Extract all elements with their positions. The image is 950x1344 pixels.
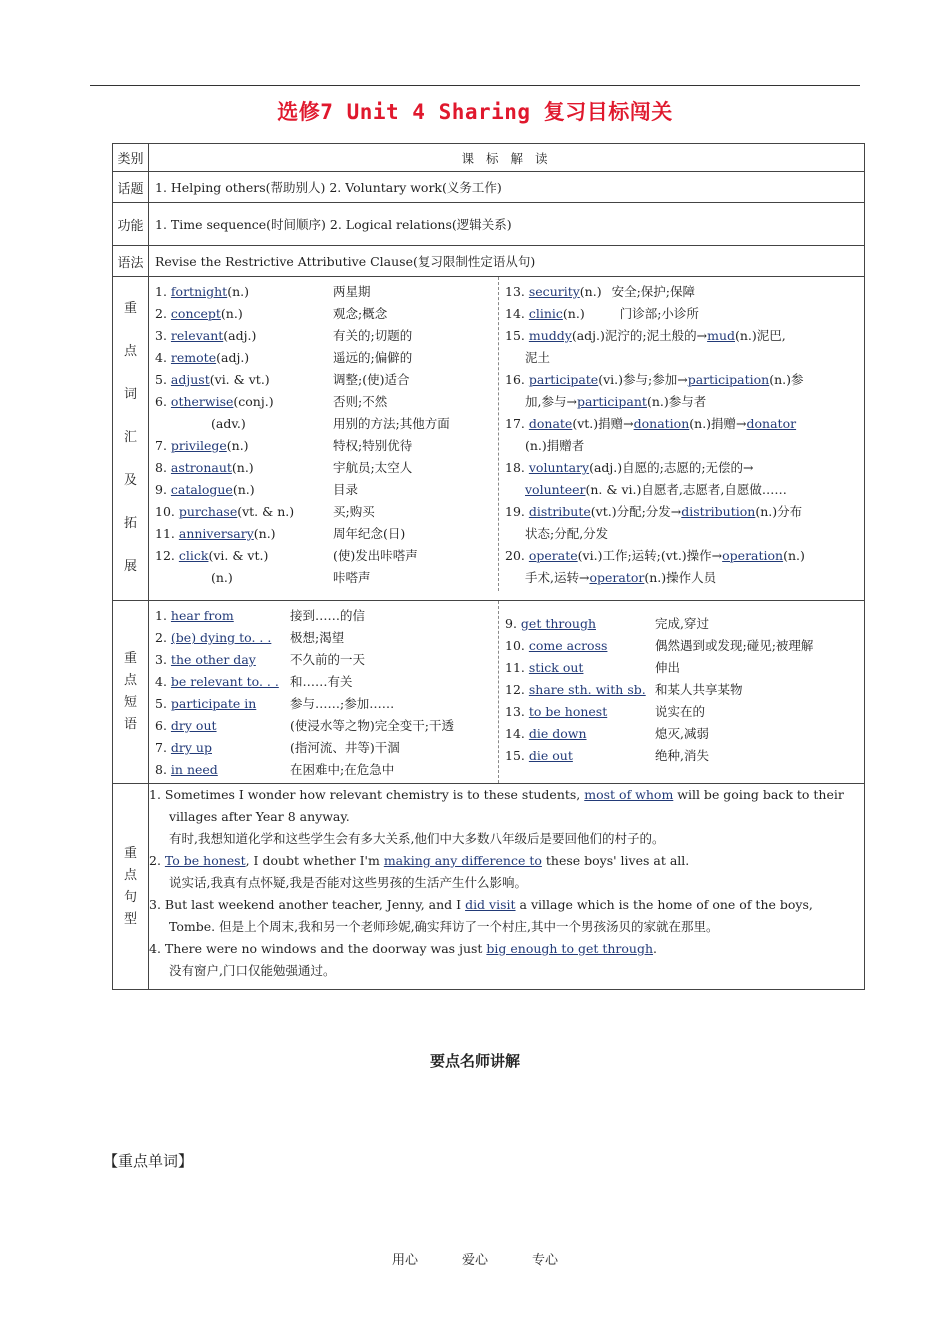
sentences-list: 1. Sometimes I wonder how relevant chemistry is to these students, most of whom will be going back to their villages after Year 8 anyway. 有时,我想知道化学和这些学生会有多大关系,他们中大多数八年级后是要回他们的村子的。 2. To be honest, I doubt whether I'm making any difference to these boys' lives at all. 说实话,我真有点怀疑,我是否能对这些男孩的生活产生什么影响。 3. But last weekend another teacher, Jenny, and I did visit a village which is the home of one of the boys, Tombe. 但是上个周末,我和另一个老师珍妮,确实拜访了一个村庄,其中一个男孩汤贝的家就在那里。 4. There were no windows and the doorway was just big enough to get through. 没有窗户,门口仅能勉强通过。: [149, 784, 865, 990]
phrase-item: 2. (be) dying to. . . 极想;渴望: [155, 630, 345, 645]
phrase-item: 13. to be honest 说实在的: [505, 704, 706, 719]
vocab-item: 12. click(vi. & vt.) (使)发出咔嗒声: [155, 548, 418, 563]
vocab-item: 4. remote(adj.) 遥远的;偏僻的: [155, 350, 413, 365]
vocab-item: (adv.) 用别的方法;其他方面: [211, 416, 450, 431]
vocab-item: 11. anniversary(n.) 周年纪念(日): [155, 526, 406, 541]
vocab-item: 1. fortnight(n.) 两星期: [155, 284, 371, 299]
vocab-item: 19. distribute(vt.)分配;分发→distribution(n.)分布: [505, 504, 803, 519]
footer: 用心 爱心 专心: [391, 1253, 559, 1268]
phrases-left-list: [149, 601, 499, 783]
function-text: 1. Time sequence(时间顺序) 2. Logical relations(逻辑关系): [149, 203, 865, 246]
sentence-item: 1. Sometimes I wonder how relevant chemistry is to these students, most of whom will be going back to their: [149, 787, 844, 802]
vocab-item: 10. purchase(vt. & n.) 买;购买: [155, 504, 375, 519]
vocab-item: 3. relevant(adj.) 有关的;切题的: [155, 328, 413, 343]
vocab-item: 8. astronaut(n.) 宇航员;太空人: [155, 460, 413, 475]
phrase-item: 12. share sth. with sb. 和某人共享某物: [505, 682, 743, 697]
vocab-item: 20. operate(vi.)工作;运转;(vt.)操作→operation(n.): [505, 548, 805, 563]
vocab-item: (n.) 咔嗒声: [211, 570, 371, 585]
vocab-item: 14. clinic(n.) 门诊部;小诊所: [505, 306, 699, 321]
section-heading: 要点名师讲解: [429, 1052, 520, 1070]
topic-label: 话题: [113, 172, 149, 203]
sentences-label: 重 点 句 型: [113, 784, 149, 990]
vocab-item: 13. security(n.) 安全;保护;保障: [505, 284, 696, 299]
vocab-item: 18. voluntary(adj.)自愿的;志愿的;无偿的→: [505, 460, 754, 475]
phrase-item: 11. stick out 伸出: [505, 660, 681, 675]
vocab-right-list: 13. security(n.) 安全;保护;保障 14. clinic(n.) 门诊部;小诊所 15. muddy(adj.)泥泞的;泥土般的→mud(n.)泥巴, 泥土 16. participate(vi.)参与;参加→participation(n.)参 加,参与→participant(n.)参与者 17. donate(vt.)捐赠→donation(n.)捐赠→donator (n.)捐赠者 18. voluntary(adj.)自愿的;志愿的;无偿的→ volunteer(n. & vi.)自愿者,志愿者,自愿做…… 19. distribute(vt.)分配;分发→distribution(n.)分布 状态;分配,分发 20. operate(vi.)工作;运转;(vt.)操作→operation(n.) 手术,运转→operator(n.)操作人员: [499, 277, 856, 591]
function-label: 功能: [113, 203, 149, 246]
phrase-item: 10. come across 偶然遇到或发现;碰见;被理解: [505, 638, 814, 653]
phrase-item: 1. hear from 接到……的信: [155, 608, 366, 623]
sentence-item: 2. To be honest, I doubt whether I'm making any difference to these boys' lives at all.: [149, 853, 690, 868]
topic-text: 1. Helping others(帮助别人) 2. Voluntary work(义务工作): [149, 172, 865, 203]
sentence-item: 3. But last weekend another teacher, Jenny, and I did visit a village which is the home of one of the boys,: [149, 897, 813, 912]
key-words-label: 【重点单词】: [103, 1152, 194, 1170]
grammar-label: 语法: [113, 246, 149, 277]
phrase-item: 9. get through 完成,穿过: [505, 616, 709, 631]
vocab-item: 9. catalogue(n.) 目录: [155, 482, 359, 497]
vocab-item: 17. donate(vt.)捐赠→donation(n.)捐赠→donator: [505, 416, 797, 431]
phrase-item: 6. dry out (使浸水等之物)完全变干;干透: [155, 718, 454, 733]
phrase-item: 4. be relevant to. . . 和……有关: [155, 674, 353, 689]
phrase-item: 7. dry up (指河流、井等)干涸: [155, 740, 400, 755]
vocab-item: 15. muddy(adj.)泥泞的;泥土般的→mud(n.)泥巴,: [505, 328, 786, 343]
header-category: 类别: [113, 144, 149, 172]
phrase-item: 5. participate in 参与……;参加……: [155, 696, 395, 711]
phrases-label: 重 点 短 语: [113, 601, 149, 784]
header-content: 课 标 解 读: [149, 144, 865, 172]
grammar-text: Revise the Restrictive Attributive Clause(复习限制性定语从句): [149, 246, 865, 277]
vocab-item: 16. participate(vi.)参与;参加→participation(n.)参: [505, 372, 804, 387]
page-title: 选修7 Unit 4 Sharing 复习目标闯关: [277, 100, 673, 124]
vocab-label: 重 点 词 汇 及 拓 展: [113, 277, 149, 601]
phrases-right-list: [499, 601, 856, 783]
phrase-item: 3. the other day 不久前的一天: [155, 652, 366, 667]
vocab-item: 5. adjust(vi. & vt.) 调整;(使)适合: [155, 372, 410, 387]
sentence-item: 4. There were no windows and the doorway was just big enough to get through.: [149, 941, 658, 956]
top-rule: [90, 85, 860, 86]
phrase-item: 8. in need 在困难中;在危急中: [155, 762, 395, 777]
vocab-item: 6. otherwise(conj.) 否则;不然: [155, 394, 388, 409]
vocab-item: 7. privilege(n.) 特权;特别优待: [155, 438, 413, 453]
vocab-item: 2. concept(n.) 观念;概念: [155, 306, 388, 321]
phrase-item: 15. die out 绝种,消失: [505, 748, 709, 763]
phrase-item: 14. die down 熄灭,减弱: [505, 726, 709, 741]
review-table: [112, 143, 865, 990]
vocab-left-list: [149, 277, 499, 591]
